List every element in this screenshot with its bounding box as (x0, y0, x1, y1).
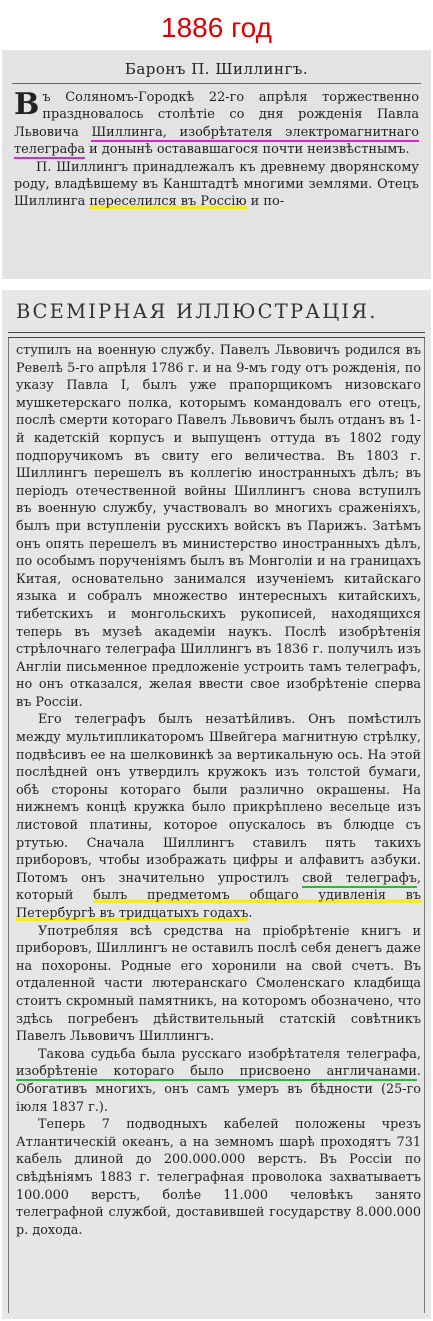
journal-header: ВСЕМІРНАЯ ИЛЛЮСТРАЦІЯ. (16, 299, 378, 323)
paragraph-continued: ступилъ на военную службу. Павелъ Львовичъ родился въ Ревелѣ 5-го апрѣля 1786 г. и на 9-мъ году отъ рожденія, по указу Павла I, былъ уже прапорщикомъ низовскаго мушкетерскаго полка, которымъ командовалъ его отецъ, послѣ смерти котораго Павелъ Львовичъ былъ отданъ въ 1-й кадетскій корпусъ и выпущенъ оттуда въ 1802 году подпоручикомъ въ свиту его величества. Въ 1803 г. Шиллингъ перешелъ въ коллегію иностранныхъ дѣлъ; въ періодъ отечественной войны Шиллингъ снова вступилъ въ военную службу, участвовалъ во многихъ сраженіяхъ, былъ при вступленіи русскихъ войскъ въ Парижъ. Затѣмъ онъ опять перешелъ въ министерство иностранныхъ дѣлъ, по особымъ порученіямъ былъ въ Монголіи и на границахъ Китая, основательно занимался изученіемъ китайскаго языка и собралъ множество интересныхъ китайскихъ, тибетскихъ и монгольскихъ рукописей, находящихся теперь въ музеѣ академіи наукъ. Послѣ изобрѣтенія стрѣлочнаго телеграфа Шиллингъ въ 1836 г. получилъ изъ Англіи письменное предложеніе устроить тамъ телеграфъ, но онъ отказался, желая ввести свое изобрѣтеніе сперва въ Россіи. (16, 343, 421, 710)
text-run: ъ Соляномъ-Городкѣ 22-го апрѣля торжественно праздновалось столѣтіе со дня рожденія Павла Львовича (14, 90, 419, 140)
text-run: П. Шиллингъ принадлежалъ къ древнему дворянскому роду, владѣвшему въ Канштадтѣ многими землями. Отецъ Шиллинга (14, 159, 419, 210)
text-run: и донынѣ остававшагося почти неизвѣстнымъ. (85, 142, 410, 158)
text-run: . Обогативъ многихъ, онъ самъ умеръ въ бѣдности (25-го іюля 1837 г.). (16, 1064, 421, 1115)
paragraph-cables: Теперь 7 подводныхъ кабелей положены чрезъ Атлантическій океанъ, а на земномъ шарѣ проходятъ 731 кабель длиной до 200.000.000 верстъ. Въ Россіи по свѣдѣніямъ 1883 г. телеграфная проволока захватываетъ 100.000 верстъ, болѣе 11.000 человѣкъ занято телеграфной службой, доставившей государству 8.000.000 р. дохода. (16, 1117, 421, 1238)
highlight-green: изобрѣтеніе котораго было присвоено англичанами (16, 1064, 417, 1080)
column-rule-right (424, 338, 425, 1313)
text-run: Его телеграфъ былъ незатѣйливъ. Онъ помѣстилъ между мультипликаторомъ Швейгера магнитную стрѣлку, подвѣсивъ ее на шелковинкѣ за вертикальную ось. На этой послѣдней онъ утвердилъ кружокъ изъ толстой бумаги, обѣ стороны котораго были различно окрашены. На нижнемъ концѣ кружка было прикрѣплено весельце изъ листовой платины, которое опускалось въ блюдце съ ртутью. Сначала Шиллингъ ставилъ пять такихъ приборовъ, чтобы изображать цифры и алфавитъ азбуки. Потомъ онъ значительно упростилъ (16, 712, 421, 886)
paragraph-fate (16, 1046, 421, 1116)
newspaper-clipping-top (2, 50, 431, 279)
paragraph-telegraph (16, 711, 421, 922)
highlight-magenta: Шиллинга, изобрѣтателя электромагнитнаго телеграфа (14, 124, 419, 158)
text-run: , который (16, 870, 421, 904)
drop-cap: В (14, 87, 40, 122)
year-caption: 1886 год (161, 12, 272, 43)
highlight-green: свой телеграфъ (302, 870, 417, 886)
text-run: . (248, 906, 253, 921)
highlight-yellow: былъ предметомъ общаго удивленія въ Петербургѣ въ тридцатыхъ годахъ (16, 888, 421, 921)
paragraph-1 (14, 89, 419, 159)
text-run: Такова судьба была русскаго изобрѣтателя телеграфа, (38, 1046, 421, 1062)
highlight-yellow: переселился въ Россію (89, 194, 247, 210)
article-body-bottom (2, 338, 431, 1239)
text-run: и по- (246, 194, 285, 210)
article-body-top (2, 84, 431, 211)
article-title: Баронъ П. Шиллингъ. (124, 60, 309, 78)
paragraph-funeral: Употребляя всѣ средства на пріобрѣтеніе книгъ и приборовъ, Шиллингъ не оставилъ послѣ себя денегъ даже на похороны. Родные его хоронили на свой счетъ. Въ отдаленной части лютеранскаго Смоленскаго кладбища стоитъ скромный памятникъ, на которомъ обозначено, что здѣсь погребенъ дѣйствительный статскій совѣтникъ Павелъ Львовичъ Шиллингъ. (16, 923, 421, 1045)
paragraph-2 (14, 159, 419, 211)
newspaper-clipping-bottom (2, 290, 431, 1319)
column-rule-left (8, 338, 9, 1313)
